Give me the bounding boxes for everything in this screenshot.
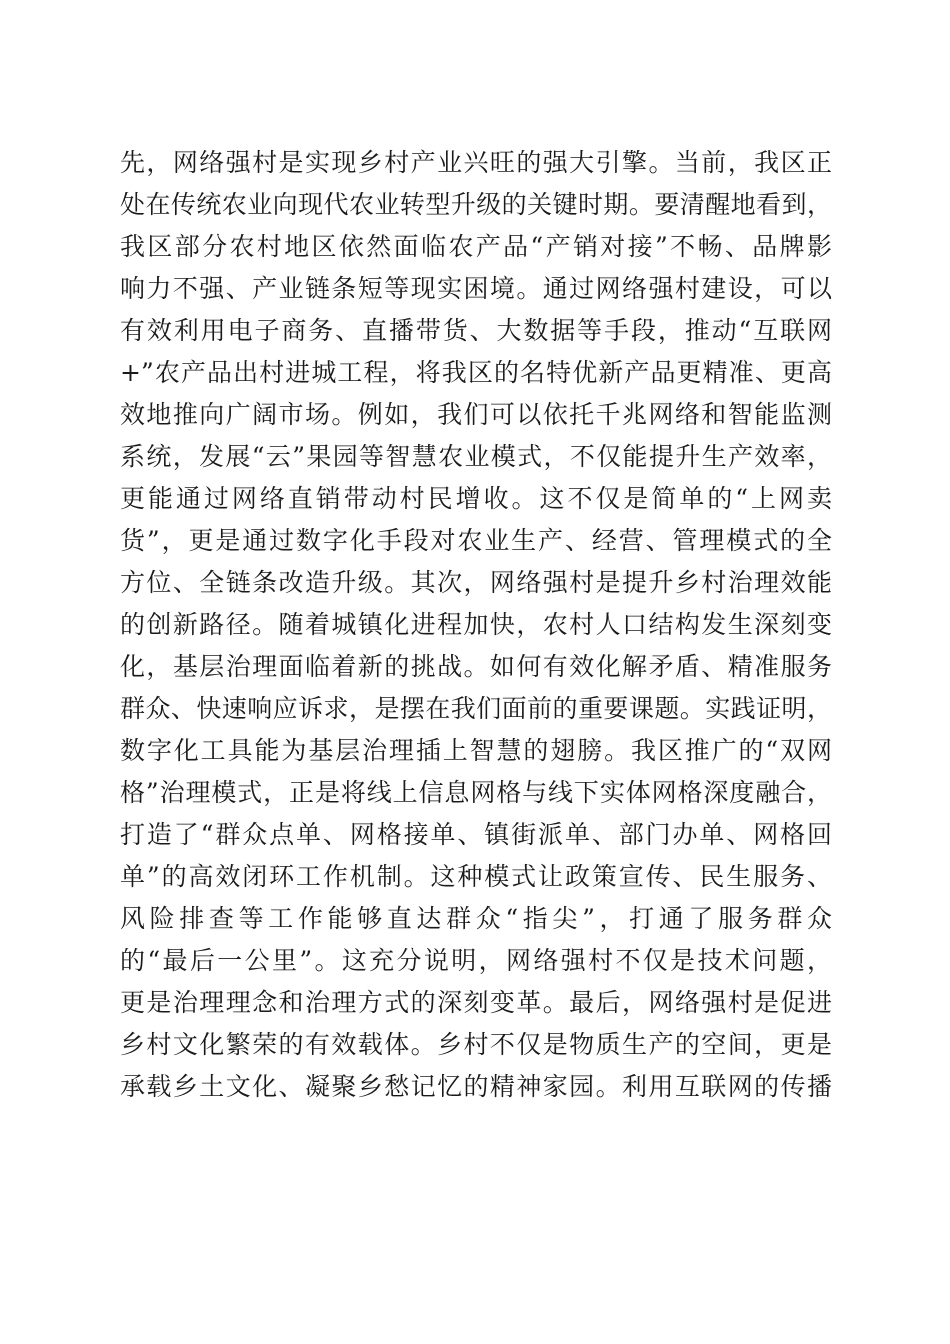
- text-line: 方位、全链条改造升级。其次，网络强村是提升乡村治理效能: [120, 568, 832, 597]
- text-line: 货”，更是通过数字化手段对农业生产、经营、管理模式的全: [120, 526, 832, 555]
- text-line: 系统，发展“云”果园等智慧农业模式，不仅能提升生产效率，: [120, 442, 832, 471]
- text-line: 的创新路径。随着城镇化进程加快，农村人口结构发生深刻变: [120, 610, 832, 639]
- text-line: 更是治理理念和治理方式的深刻变革。最后，网络强村是促进: [120, 988, 832, 1017]
- body-text: [120, 142, 832, 1108]
- text-line: 的“最后一公里”。这充分说明，网络强村不仅是技术问题，: [120, 946, 832, 975]
- text-line: 更能通过网络直销带动村民增收。这不仅是简单的“上网卖: [120, 484, 832, 513]
- text-line: 格”治理模式，正是将线上信息网格与线下实体网格深度融合，: [120, 778, 832, 807]
- text-line: 打造了“群众点单、网格接单、镇街派单、部门办单、网格回: [120, 820, 832, 849]
- text-line: 处在传统农业向现代农业转型升级的关键时期。要清醒地看到，: [120, 190, 832, 219]
- text-line: 我区部分农村地区依然面临农产品“产销对接”不畅、品牌影: [120, 232, 832, 261]
- text-line: 有效利用电子商务、直播带货、大数据等手段，推动“互联网: [120, 316, 832, 345]
- text-line: 乡村文化繁荣的有效载体。乡村不仅是物质生产的空间，更是: [120, 1030, 832, 1059]
- text-line: 单”的高效闭环工作机制。这种模式让政策宣传、民生服务、: [120, 862, 832, 891]
- text-line: 效地推向广阔市场。例如，我们可以依托千兆网络和智能监测: [120, 400, 832, 429]
- text-line: 风险排查等工作能够直达群众“指尖”，打通了服务群众: [120, 904, 832, 933]
- text-line: +”农产品出村进城工程，将我区的名特优新产品更精准、更高: [120, 358, 832, 387]
- text-line: 群众、快速响应诉求，是摆在我们面前的重要课题。实践证明，: [120, 694, 832, 723]
- text-line: 响力不强、产业链条短等现实困境。通过网络强村建设，可以: [120, 274, 832, 303]
- text-line: 数字化工具能为基层治理插上智慧的翅膀。我区推广的“双网: [120, 736, 832, 765]
- text-line: 先，网络强村是实现乡村产业兴旺的强大引擎。当前，我区正: [120, 148, 832, 177]
- text-line: 化，基层治理面临着新的挑战。如何有效化解矛盾、精准服务: [120, 652, 832, 681]
- text-line: 承载乡土文化、凝聚乡愁记忆的精神家园。利用互联网的传播: [120, 1072, 832, 1101]
